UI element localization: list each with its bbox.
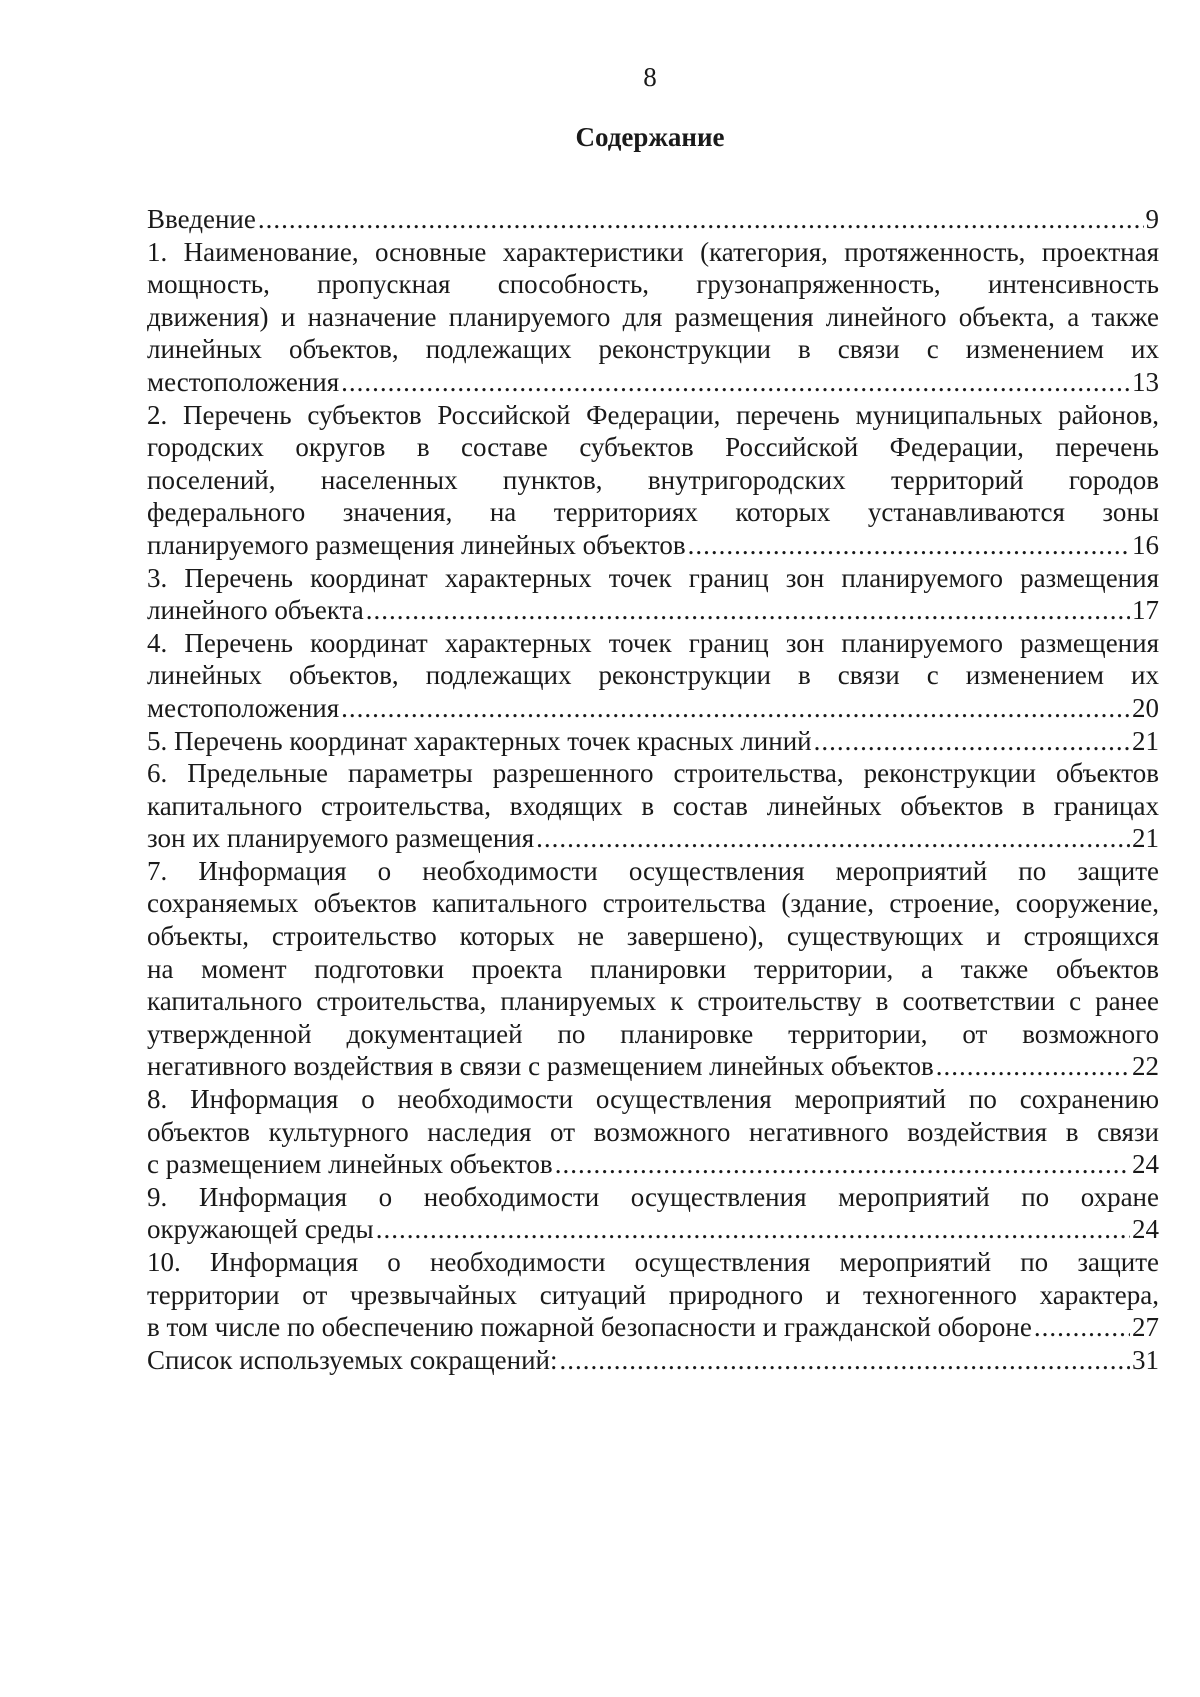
toc-entry-last-line [147, 203, 1159, 236]
toc-dot-leader [366, 594, 1130, 627]
toc-entry [147, 1181, 1159, 1246]
toc-entry-title: с размещением линейных объектов [147, 1149, 553, 1180]
toc-entry-line: движения) и назначение планируемого для размещения линейного объекта, а также [147, 301, 1159, 332]
toc-entry-line: линейных объектов, подлежащих реконструкции в связи с изменением их [147, 660, 1159, 691]
toc-dot-leader [555, 1148, 1130, 1181]
toc-entry-line: территории от чрезвычайных ситуаций природного и техногенного характера, [147, 1279, 1159, 1310]
toc-page-number: 13 [1132, 366, 1159, 397]
toc-entry-last-line [147, 1213, 1159, 1246]
toc-entry-title: 5. Перечень координат характерных точек красных линий [147, 725, 812, 756]
toc-entry-line: 3. Перечень координат характерных точек границ зон планируемого размещения [147, 562, 1159, 593]
page-number: 8 [643, 62, 657, 92]
toc-entry-last-line [147, 725, 1159, 758]
toc-entry-line: объектов культурного наследия от возможного негативного воздействия в связи [147, 1116, 1159, 1147]
toc-entry-last-line [147, 1050, 1159, 1083]
toc-entry-line: городских округов в составе субъектов Российской Федерации, перечень [147, 432, 1159, 463]
toc-entry-line: сохраняемых объектов капитального строительства (здание, строение, сооружение, [147, 888, 1159, 919]
toc-entry [147, 562, 1159, 627]
toc-entry-last-line [147, 366, 1159, 399]
toc-dot-leader [341, 692, 1130, 725]
toc-entry-line: капитального строительства, входящих в состав линейных объектов в границах [147, 790, 1159, 821]
table-of-contents [147, 203, 1159, 1376]
toc-entry-last-line [147, 822, 1159, 855]
toc-page-number: 27 [1132, 1312, 1159, 1343]
toc-entry-line: 6. Предельные параметры разрешенного строительства, реконструкции объектов [147, 758, 1159, 789]
toc-page-number: 24 [1132, 1214, 1159, 1245]
toc-entry-last-line [147, 1148, 1159, 1181]
toc-entry-last-line [147, 529, 1159, 562]
toc-entry-title: негативного воздействия в связи с размещением линейных объектов [147, 1051, 934, 1082]
toc-entry-line: на момент подготовки проекта планировки территории, а также объектов [147, 953, 1159, 984]
toc-dot-leader [341, 366, 1130, 399]
toc-entry-line: поселений, населенных пунктов, внутригородских территорий городов [147, 464, 1159, 495]
toc-page-number: 31 [1132, 1344, 1159, 1375]
toc-entry [147, 1083, 1159, 1181]
toc-entry-line: 10. Информация о необходимости осуществления мероприятий по защите [147, 1247, 1159, 1277]
toc-entry [147, 1344, 1159, 1377]
toc-page-number: 24 [1132, 1149, 1159, 1180]
toc-dot-leader [1034, 1311, 1130, 1344]
toc-entry [147, 399, 1159, 562]
toc-dot-leader [688, 529, 1130, 562]
toc-entry-last-line [147, 1311, 1159, 1344]
toc-entry-title: линейного объекта [147, 595, 364, 626]
toc-entry [147, 757, 1159, 855]
toc-entry-title: Введение [147, 204, 256, 234]
toc-dot-leader [559, 1344, 1130, 1377]
toc-page-number: 16 [1132, 529, 1159, 560]
toc-entry [147, 627, 1159, 725]
toc-page-number: 9 [1145, 204, 1159, 234]
toc-entry-last-line [147, 594, 1159, 627]
toc-entry [147, 1246, 1159, 1344]
toc-page-number: 21 [1132, 823, 1159, 854]
toc-entry-line: объекты, строительство которых не завершено), существующих и строящихся [147, 921, 1159, 952]
toc-entry-title: окружающей среды [147, 1214, 374, 1245]
toc-entry-line: утвержденной документацией по планировке территории, от возможного [147, 1018, 1159, 1049]
toc-entry-title: в том числе по обеспечению пожарной безопасности и гражданской обороне [147, 1312, 1032, 1343]
toc-dot-leader [936, 1050, 1130, 1083]
toc-entry-line: 1. Наименование, основные характеристики (категория, протяженность, проектная [147, 236, 1159, 267]
toc-entry-line: 7. Информация о необходимости осуществления мероприятий по защите [147, 855, 1159, 886]
toc-entry-last-line [147, 692, 1159, 725]
toc-entry-line: 4. Перечень координат характерных точек границ зон планируемого размещения [147, 627, 1159, 658]
toc-dot-leader [536, 822, 1130, 855]
toc-entry-title: зон их планируемого размещения [147, 823, 535, 854]
toc-entry [147, 855, 1159, 1083]
toc-entry-title: Список используемых сокращений: [147, 1344, 558, 1375]
toc-entry-line: линейных объектов, подлежащих реконструкции в связи с изменением их [147, 334, 1159, 365]
toc-page-number: 21 [1132, 725, 1159, 756]
toc-entry-last-line [147, 1344, 1159, 1377]
toc-entry [147, 236, 1159, 399]
toc-dot-leader [258, 203, 1144, 236]
toc-entry [147, 203, 1159, 236]
page-title: Содержание [575, 122, 725, 152]
toc-page-number: 17 [1132, 595, 1159, 626]
toc-page-number: 22 [1132, 1051, 1159, 1082]
toc-entry-line: 9. Информация о необходимости осуществления мероприятий по охране [147, 1181, 1159, 1212]
toc-dot-leader [814, 725, 1130, 758]
toc-entry-line: 2. Перечень субъектов Российской Федерации, перечень муниципальных районов, [147, 399, 1159, 430]
toc-entry-line: капитального строительства, планируемых к строительству в соответствии с ранее [147, 986, 1159, 1017]
toc-entry-title: планируемого размещения линейных объектов [147, 529, 686, 560]
toc-dot-leader [376, 1213, 1130, 1246]
toc-entry-line: мощность, пропускная способность, грузонапряженность, интенсивность [147, 269, 1159, 300]
toc-entry [147, 725, 1159, 758]
toc-entry-title: местоположения [147, 366, 340, 397]
toc-entry-line: 8. Информация о необходимости осуществления мероприятий по сохранению [147, 1084, 1159, 1115]
toc-page-number: 20 [1132, 692, 1159, 723]
toc-entry-title: местоположения [147, 692, 340, 723]
toc-entry-line: федерального значения, на территориях которых устанавливаются зоны [147, 497, 1159, 528]
